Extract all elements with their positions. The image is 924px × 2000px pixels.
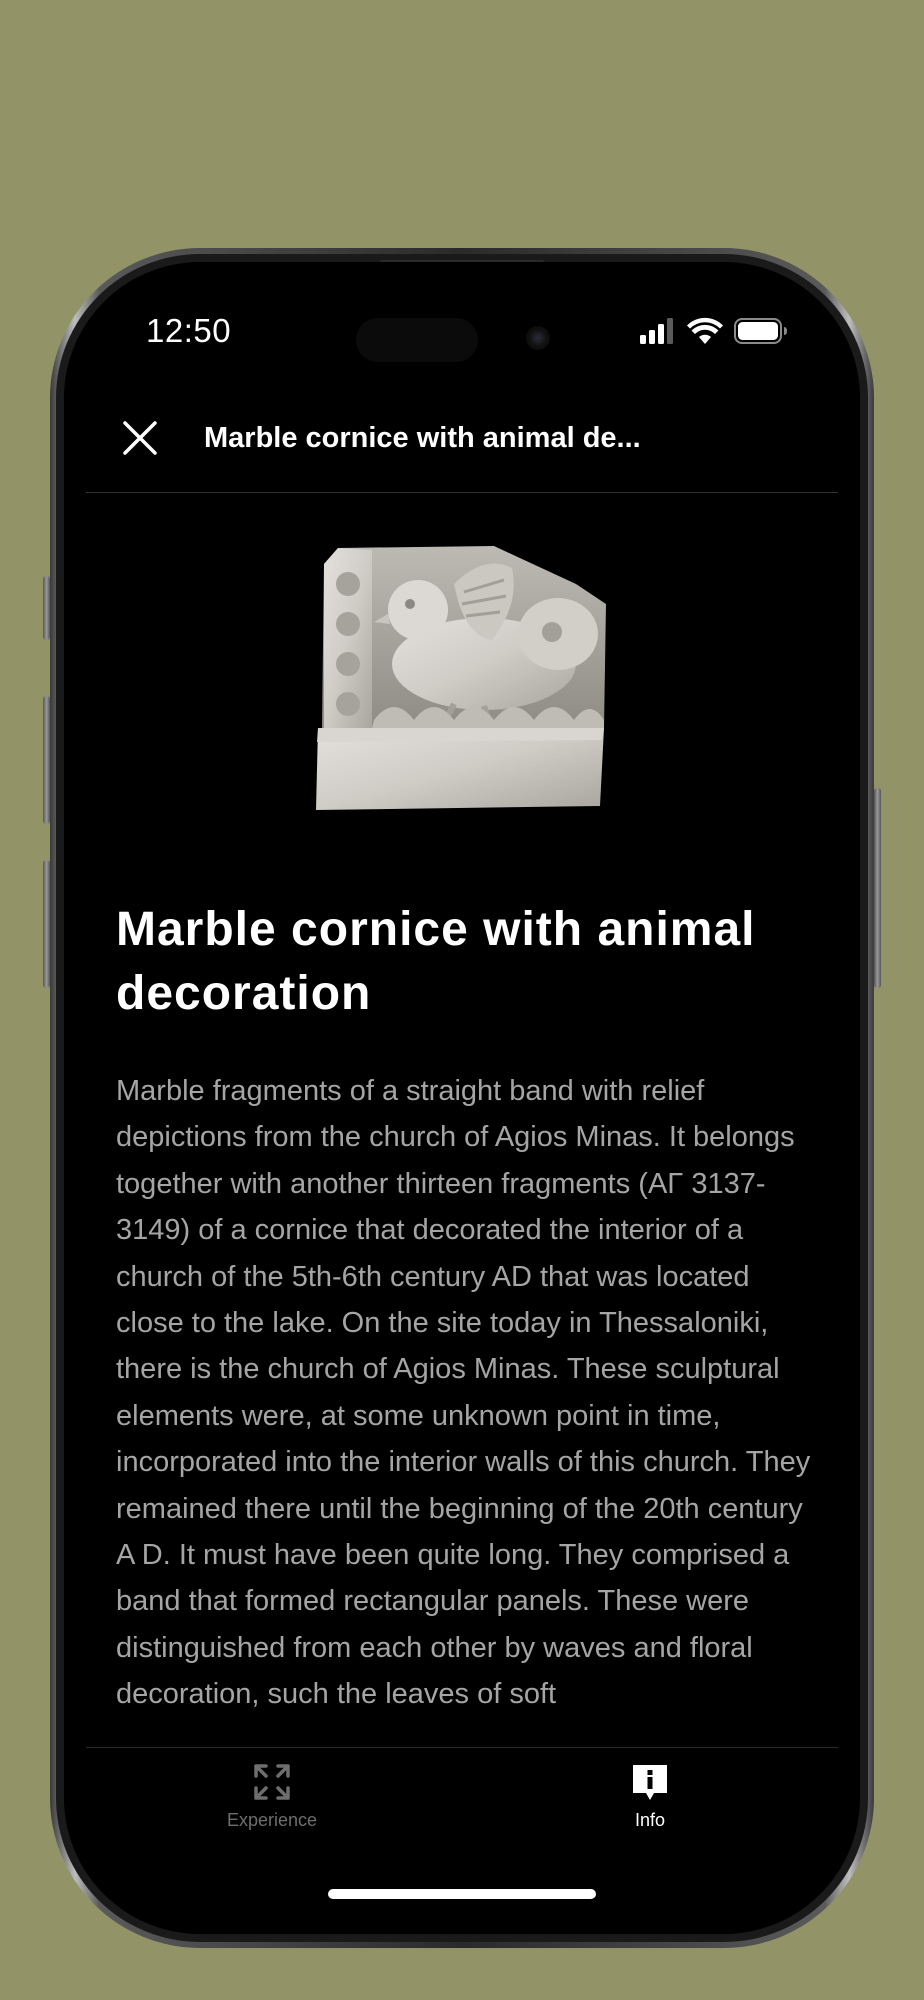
phone-screen [64,262,860,1934]
status-time: 12:50 [146,312,232,349]
nav-label-info: Info [634,1810,666,1830]
close-icon [122,420,158,456]
status-icons [640,318,788,344]
front-camera [526,326,550,350]
expand-arrows-icon [252,1762,292,1802]
header-bar [86,358,838,493]
artwork-image [314,544,608,812]
info-icon [630,1762,670,1802]
nav-label-experience: Experience [226,1810,318,1830]
cellular-signal-icon [640,318,676,344]
wifi-icon [688,318,722,344]
nav-item-info[interactable] [570,1762,730,1831]
action-button [43,576,50,640]
dynamic-island-pill [356,318,478,362]
header-title: Marble cornice with animal de... [204,422,641,454]
volume-up-button [43,696,50,824]
close-button[interactable] [122,420,158,456]
power-button [874,788,881,988]
battery-icon [734,318,788,344]
nav-item-experience[interactable] [192,1762,352,1831]
volume-down-button [43,860,50,988]
content-title: Marble cornice with animal decoration [116,903,756,1020]
content-description: Marble fragments of a straight band with relief depictions from the church of Agios Minas. It belongs together with another thirteen fragments (ΑΓ 3137-3149) of a cornice that decorated the interior of a church of the 5th-6th century AD that was located close to the lake. On the site today in Thessaloniki, there is the church of Agios Minas. These sculptural elements were, at some unknown point in time, incorporated into the interior walls of this church. They remained there until the beginning of the 20th century A D. It must have been quite long. They comprised a band that formed rectangular panels. These were distinguished from each other by waves and floral decoration, such the leaves of soft [116,1075,811,1711]
bottom-nav [86,1747,838,1844]
home-indicator[interactable] [328,1889,596,1899]
